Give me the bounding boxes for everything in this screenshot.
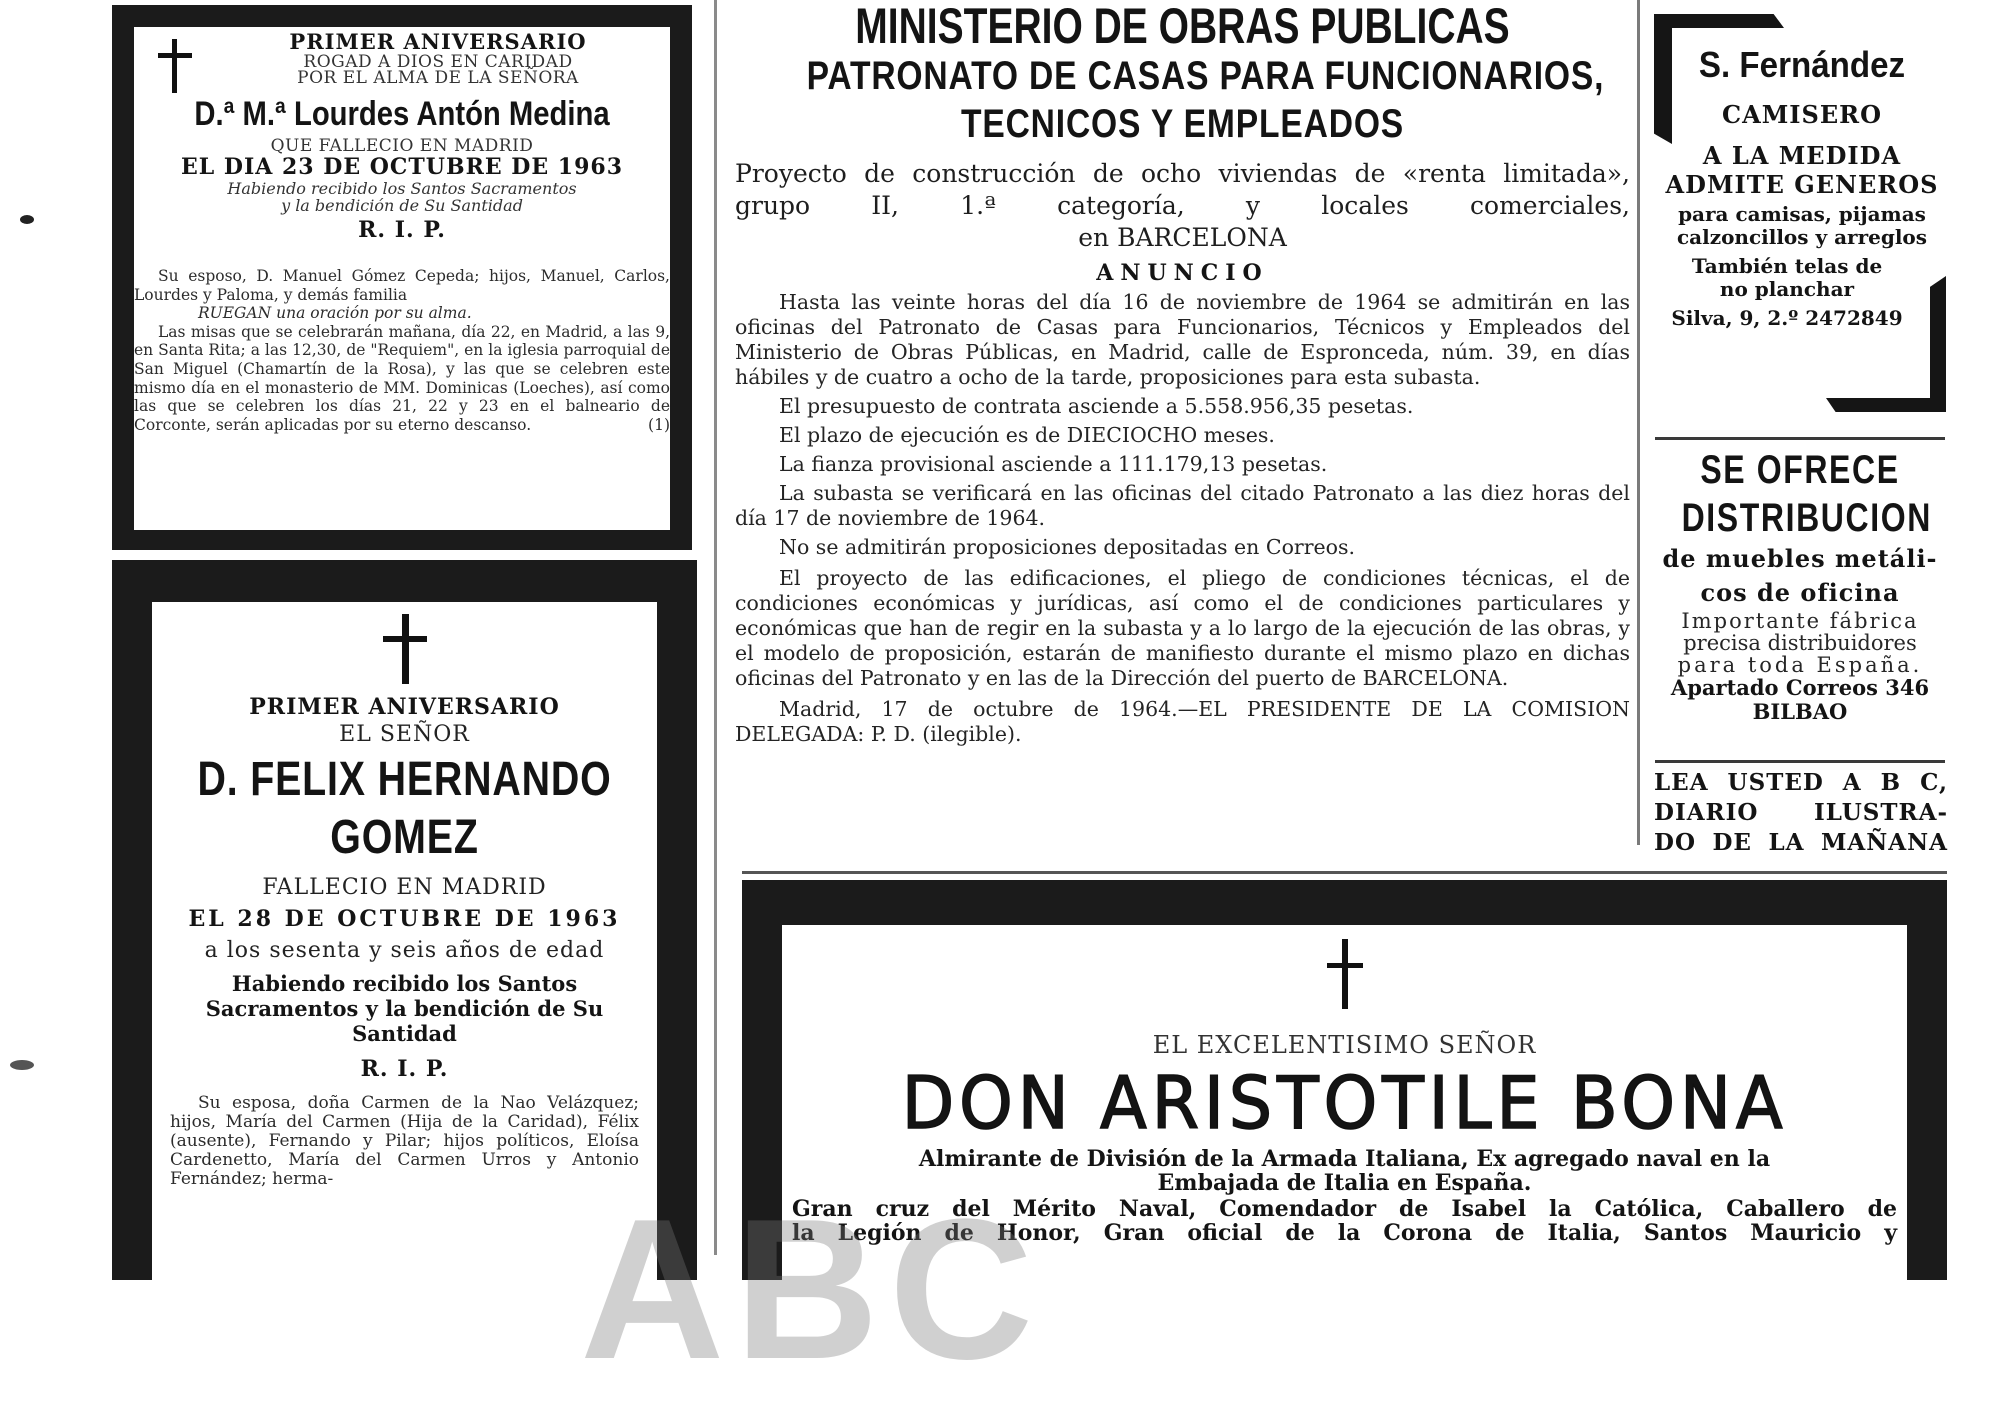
rank-line: Embajada de Italia en España. — [1157, 1170, 1532, 1196]
masses-text: Las misas que se celebrarán mañana, día 22, en Madrid, a las 9, en Santa Rita; a las 12,30, de "Requiem", en la iglesia parroquial de San Miguel (Chamartín de la Rosa), y las que se celebren este mismo día en el monasterio de MM. Dominicas (Loeches), así como las que se celebren los días 21, 22 y 23 en el balneario de Corconte, serán aplicadas por su eterno descanso. — [134, 322, 670, 434]
notice-lead: Proyecto de construcción de ocho viviendas de «renta limitada», grupo II, 1.ª categoría, y locales comerciales, — [735, 159, 1630, 220]
heading: PRIMER ANIVERSARIO — [289, 29, 587, 54]
scan-speck — [20, 215, 34, 224]
notice-heading-employees: TECNICOS Y EMPLEADOS — [960, 102, 1405, 146]
bracket-bottom-right — [1826, 398, 1946, 412]
deceased-name: D. FELIX HERNANDO — [197, 753, 612, 806]
notice-paragraph-term: El plazo de ejecución es de DIECIOCHO meses. — [779, 423, 1275, 447]
notice-signature: Madrid, 17 de octubre de 1964.—EL PRESIDENTE DE LA COMISION DELEGADA: P. D. (ilegible). — [735, 697, 1630, 746]
notice-paragraph: Hasta las veinte horas del día 16 de noviembre de 1964 se admitirán en las oficinas del Patronato de Casas para Funcionarios, Técnicos y Empleados del Ministerio de Obras Públicas, en Madrid, calle de Espronceda, núm. 39, en días hábiles y de cuatro a ocho de la tarde, proposiciones para esta subasta. — [735, 290, 1630, 389]
section-title: ANUNCIO — [1096, 260, 1269, 286]
honors-line: Gran cruz del Mérito Naval, Comendador de Isabel la Católica, Caballero de — [792, 1196, 1897, 1222]
ad-line: para toda España. — [1677, 653, 1923, 677]
notice-lead-city: en BARCELONA — [1078, 223, 1287, 252]
honorific-title: EL EXCELENTISIMO SEÑOR — [1152, 1031, 1537, 1059]
died-line: QUE FALLECIO EN MADRID — [270, 136, 534, 156]
heading: PRIMER ANIVERSARIO — [249, 694, 560, 720]
ad-heading: SE OFRECE — [1700, 448, 1900, 492]
rip: R. I. P. — [360, 1056, 449, 1082]
notice-paragraph-auction: La subasta se verificará en las oficinas del citado Patronato a las diez horas del día 17 de noviembre de 1964. — [735, 481, 1630, 530]
deceased-name: D.ª M.ª Lourdes Antón Medina — [194, 95, 610, 133]
prayer-line: ROGAD A DIOS EN CARIDAD — [303, 52, 573, 72]
ad-line: calzoncillos y arreglos — [1676, 225, 1928, 249]
obituary-lourdes-anton — [112, 5, 692, 550]
ad-furniture-distribution — [1652, 446, 1948, 746]
ad-line: no planchar — [1719, 277, 1855, 301]
notice-paragraph-mail: No se admitirán proposiciones depositadas en Correos. — [779, 535, 1356, 559]
public-works-notice — [735, 0, 1630, 865]
notice-paragraph-documents: El proyecto de las edificaciones, el pliego de condiciones técnicas, el de condiciones económicas y jurídicas, así como el de condiciones particulares y económicas que han de regir en la subasta y a lo largo de la ejecución de las obras, y el modelo de proposición, estarán de manifiesto durante el mismo plazo en dichas oficinas del Patronato y en las de la Dirección del puerto de BARCELONA. — [735, 566, 1630, 690]
ref-number: (1) — [648, 416, 670, 435]
request-text: RUEGAN una oración por su alma. — [198, 304, 472, 323]
age-line: a los sesenta y seis años de edad — [204, 938, 605, 963]
ad-line: ADMITE GENEROS — [1665, 170, 1939, 199]
ad-line: DIARIO ILUSTRA- — [1654, 799, 1948, 826]
rank-line: Almirante de División de la Armada Italiana, Ex agregado naval en la — [918, 1146, 1771, 1172]
ad-line: También telas de — [1691, 254, 1883, 278]
ad-divider — [1655, 760, 1945, 763]
ad-po-box: Apartado Correos 346 — [1670, 675, 1930, 700]
ad-line: A LA MEDIDA — [1702, 141, 1902, 170]
watermark: ABC — [580, 1178, 1044, 1401]
ad-line: LEA USTED A B C, — [1654, 769, 1948, 796]
section-divider — [742, 871, 1947, 874]
family-text: Su esposa, doña Carmen de la Nao Velázquez; hijos, María del Carmen (Hija de la Caridad), Félix (ausente), Fernando y Pilar; hijos políticos, Eloísa Cardenetto, María del Carmen Urros y Antonio Fernández; herma- — [170, 1093, 639, 1189]
bracket-top-left — [1654, 14, 1784, 28]
deceased-name: DON ARISTOTILE BONA — [901, 1061, 1788, 1145]
died-line: FALLECIO EN MADRID — [262, 875, 547, 900]
date-line: EL DIA 23 DE OCTUBRE DE 1963 — [180, 154, 624, 180]
ad-shirtmaker — [1652, 14, 1952, 414]
scan-speck — [10, 1060, 34, 1070]
ad-address: Silva, 9, 2.º 2472849 — [1671, 306, 1903, 330]
ad-brand: S. Fernández — [1698, 44, 1906, 85]
ad-heading: DISTRIBUCION — [1681, 496, 1932, 540]
ad-read-abc — [1654, 768, 1948, 858]
ad-line: DO DE LA MAÑANA — [1654, 829, 1948, 856]
ad-line: para camisas, pijamas — [1678, 202, 1926, 226]
obituary-felix-hernando — [112, 560, 697, 1280]
family-text: Su esposo, D. Manuel Gómez Cepeda; hijos, Manuel, Carlos, Lourdes y Paloma, y demás familia — [134, 267, 670, 304]
notice-heading-ministry: MINISTERIO DE OBRAS PUBLICAS — [855, 0, 1510, 54]
notice-heading-patronato: PATRONATO DE CASAS PARA FUNCIONARIOS, — [806, 54, 1605, 98]
ad-trade: CAMISERO — [1722, 100, 1882, 129]
honors-line: la Legión de Honor, Gran oficial de la Corona de Italia, Santos Mauricio y — [792, 1220, 1897, 1246]
ad-city: BILBAO — [1752, 699, 1848, 724]
ad-divider — [1655, 437, 1945, 440]
ad-line: precisa distribuidores — [1683, 631, 1917, 655]
title: EL SEÑOR — [339, 722, 470, 747]
deceased-surname: GOMEZ — [330, 811, 479, 864]
prayer-line: POR EL ALMA DE LA SEÑORA — [297, 68, 579, 88]
sacraments-line: Habiendo recibido los Santos Sacramentos y la bendición de Su Santidad — [205, 971, 604, 1046]
notice-paragraph-bond: La fianza provisional asciende a 111.179,13 pesetas. — [779, 452, 1328, 476]
ad-line: Importante fábrica — [1681, 609, 1919, 633]
notice-paragraph-budget: El presupuesto de contrata asciende a 5.558.956,35 pesetas. — [779, 394, 1414, 418]
sacraments-line: y la bendición de Su Santidad — [281, 196, 523, 215]
rip: R. I. P. — [358, 217, 446, 243]
ad-line: cos de oficina — [1700, 578, 1900, 607]
date-line: EL 28 DE OCTUBRE DE 1963 — [188, 906, 621, 932]
ad-line: de muebles metáli- — [1662, 544, 1938, 573]
column-rule-left — [714, 0, 717, 1255]
column-rule-right — [1637, 0, 1640, 845]
sacraments-line: Habiendo recibido los Santos Sacramentos — [227, 179, 577, 198]
obituary-aristotile-bona — [742, 880, 1947, 1280]
